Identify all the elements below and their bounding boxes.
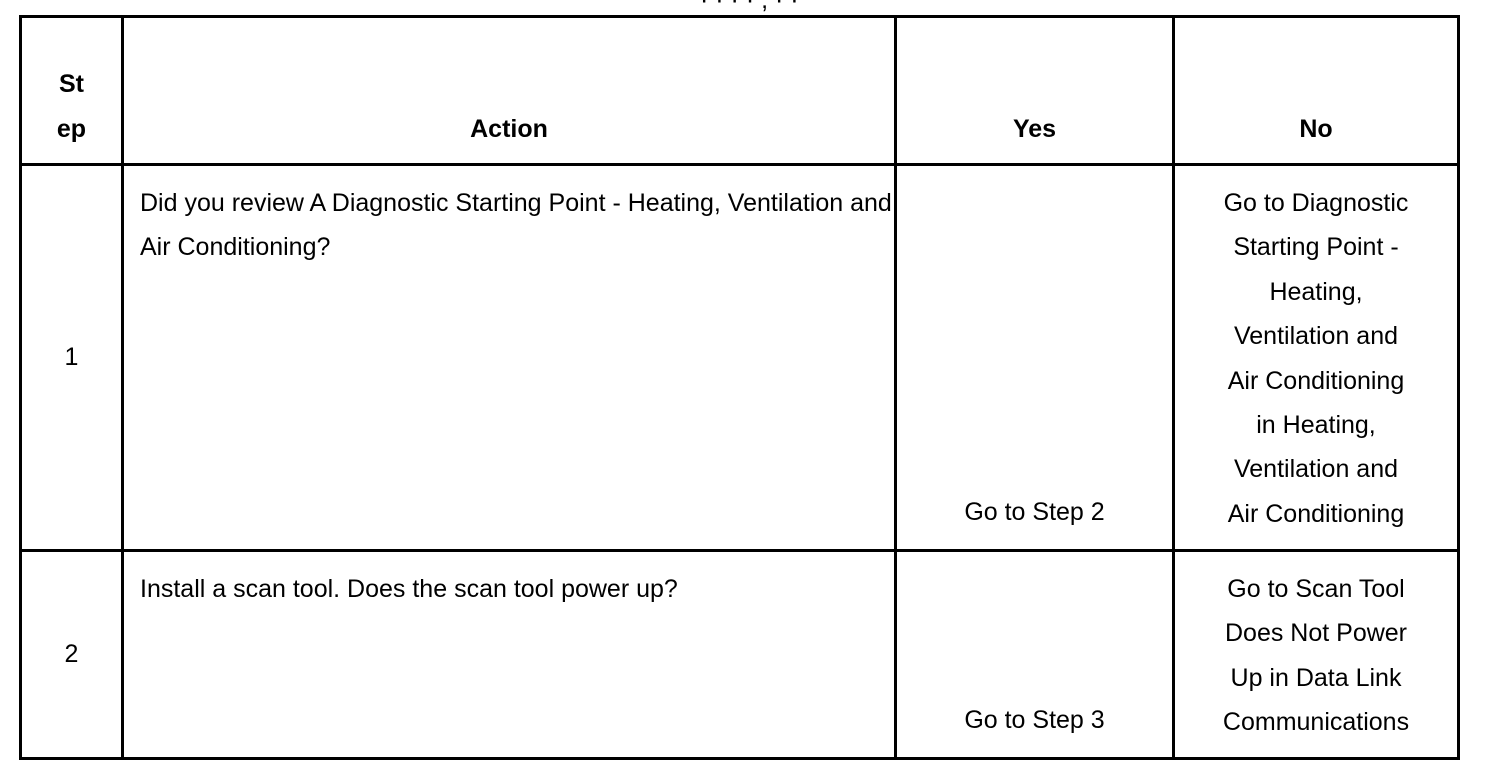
header-step (21, 17, 123, 165)
header-step-line1: St (59, 70, 84, 99)
no-result-line: Does Not Power (1224, 619, 1408, 648)
step-number: 2 (21, 551, 123, 759)
no-result-line: Air Conditioning (1227, 499, 1405, 528)
page-header-fragment: · · · · , · · (700, 0, 799, 14)
header-action: Action (123, 17, 896, 165)
diagnostic-table (19, 15, 1460, 760)
yes-result: Go to Step 3 (896, 551, 1174, 759)
no-result (1174, 165, 1459, 551)
no-result-line: in Heating, (1256, 411, 1376, 440)
step-number: 1 (21, 165, 123, 551)
no-result-line: Ventilation and (1233, 455, 1399, 484)
no-result-line: Heating, (1269, 277, 1363, 306)
yes-result: Go to Step 2 (896, 165, 1174, 551)
no-result-line: Up in Data Link (1230, 663, 1402, 692)
table-row (21, 551, 1459, 759)
table-header-row (21, 17, 1459, 165)
table-row (21, 165, 1459, 551)
action-text: Did you review A Diagnostic Starting Point - Heating, Ventilation and Air Conditioning? (123, 165, 896, 551)
action-text: Install a scan tool. Does the scan tool power up? (123, 551, 896, 759)
no-result-line: Ventilation and (1233, 322, 1399, 351)
no-result-line: Starting Point - (1233, 233, 1399, 262)
no-result-line: Go to Scan Tool (1227, 575, 1405, 603)
header-yes: Yes (896, 17, 1174, 165)
no-result-line: Go to Diagnostic (1223, 189, 1409, 217)
header-step-line2: ep (56, 114, 87, 143)
no-result-line: Communications (1222, 708, 1410, 737)
no-result-line: Air Conditioning (1227, 366, 1405, 395)
header-no: No (1174, 17, 1459, 165)
no-result (1174, 551, 1459, 759)
